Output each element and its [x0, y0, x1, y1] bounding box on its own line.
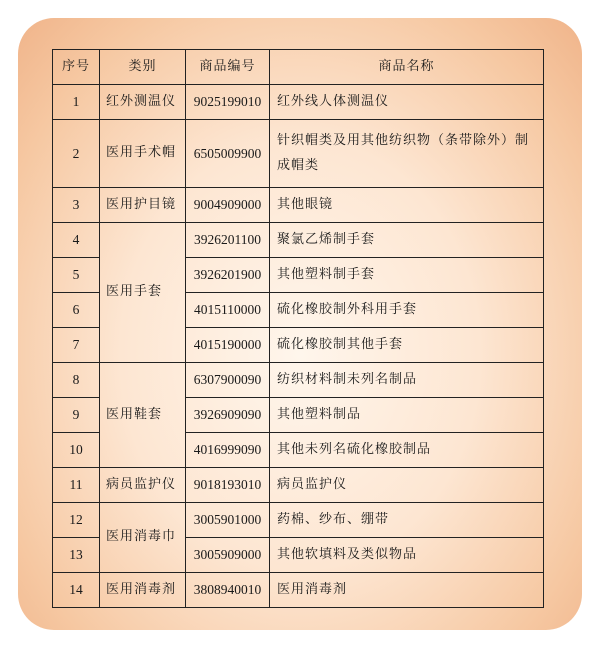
- cell-name: 其他塑料制品: [270, 398, 544, 433]
- cell-name: 药棉、纱布、绷带: [270, 503, 544, 538]
- cell-no: 1: [53, 85, 100, 120]
- table-row: [53, 85, 544, 120]
- cell-no: 8: [53, 363, 100, 398]
- cell-no: 6: [53, 293, 100, 328]
- cell-code: 3005901000: [186, 503, 270, 538]
- cell-no: 10: [53, 433, 100, 468]
- cell-no: 4: [53, 223, 100, 258]
- cell-code: 3926201100: [186, 223, 270, 258]
- cell-name: 病员监护仪: [270, 468, 544, 503]
- cell-name: 其他塑料制手套: [270, 258, 544, 293]
- cell-no: 11: [53, 468, 100, 503]
- cell-code: 3005909000: [186, 538, 270, 573]
- table-header-row: [53, 50, 544, 85]
- cell-no: 2: [53, 120, 100, 188]
- table-row: [53, 503, 544, 538]
- header-product-name: 商品名称: [270, 50, 544, 85]
- cell-name: 纺织材料制未列名制品: [270, 363, 544, 398]
- cell-code: 6505009900: [186, 120, 270, 188]
- cell-no: 3: [53, 188, 100, 223]
- cell-code: 4015110000: [186, 293, 270, 328]
- cell-name: 其他未列名硫化橡胶制品: [270, 433, 544, 468]
- cell-code: 3926909090: [186, 398, 270, 433]
- cell-code: 3808940010: [186, 573, 270, 608]
- table-row: [53, 573, 544, 608]
- cell-no: 12: [53, 503, 100, 538]
- cell-no: 5: [53, 258, 100, 293]
- cell-name: 其他软填料及类似物品: [270, 538, 544, 573]
- cell-name: 硫化橡胶制其他手套: [270, 328, 544, 363]
- cell-name: 医用消毒剂: [270, 573, 544, 608]
- cell-name: 针织帽类及用其他纺织物（条带除外）制成帽类: [270, 120, 544, 188]
- table-row: [53, 363, 544, 398]
- cell-code: 6307900090: [186, 363, 270, 398]
- goods-table: [52, 49, 544, 608]
- cell-category: 医用消毒剂: [100, 573, 186, 608]
- cell-category: 医用手套: [100, 223, 186, 363]
- cell-code: 3926201900: [186, 258, 270, 293]
- cell-code: 9004909000: [186, 188, 270, 223]
- cell-code: 4016999090: [186, 433, 270, 468]
- header-serial-no: 序号: [53, 50, 100, 85]
- cell-no: 14: [53, 573, 100, 608]
- table-row: [53, 223, 544, 258]
- header-product-code: 商品编号: [186, 50, 270, 85]
- table-row: [53, 188, 544, 223]
- header-category: 类别: [100, 50, 186, 85]
- cell-category: 医用手术帽: [100, 120, 186, 188]
- cell-category: 红外测温仪: [100, 85, 186, 120]
- cell-no: 7: [53, 328, 100, 363]
- cell-category: 医用鞋套: [100, 363, 186, 468]
- cell-category: 医用消毒巾: [100, 503, 186, 573]
- cell-category: 医用护目镜: [100, 188, 186, 223]
- cell-code: 4015190000: [186, 328, 270, 363]
- cell-name: 其他眼镜: [270, 188, 544, 223]
- cell-code: 9025199010: [186, 85, 270, 120]
- cell-name: 聚氯乙烯制手套: [270, 223, 544, 258]
- cell-no: 13: [53, 538, 100, 573]
- table-row: [53, 468, 544, 503]
- cell-name: 硫化橡胶制外科用手套: [270, 293, 544, 328]
- cell-name: 红外线人体测温仪: [270, 85, 544, 120]
- table-row: [53, 120, 544, 188]
- cell-code: 9018193010: [186, 468, 270, 503]
- cell-no: 9: [53, 398, 100, 433]
- cell-category: 病员监护仪: [100, 468, 186, 503]
